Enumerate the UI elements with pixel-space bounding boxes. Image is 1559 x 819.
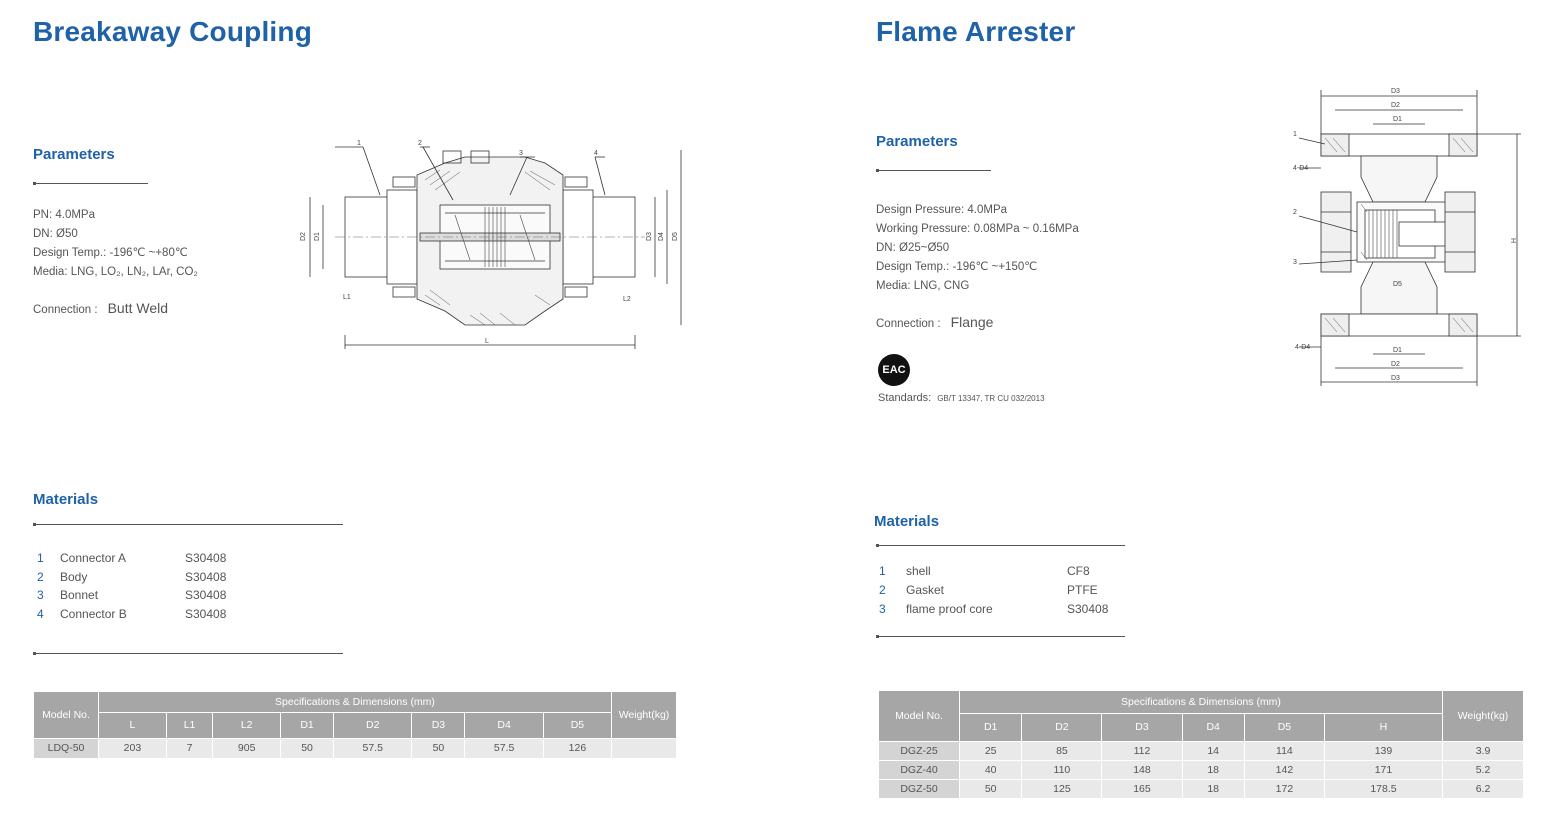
right-materials-heading: Materials bbox=[874, 513, 940, 530]
table-cell bbox=[612, 738, 677, 758]
dim-h: H bbox=[1509, 238, 1516, 244]
material-value: S30408 bbox=[185, 570, 227, 584]
table-cell: 50 bbox=[281, 738, 334, 758]
col-header: D2 bbox=[333, 712, 412, 738]
col-header: D1 bbox=[960, 713, 1022, 741]
table-row bbox=[879, 741, 1523, 760]
dim-d5: D5 bbox=[1393, 281, 1402, 288]
table-cell: 142 bbox=[1244, 760, 1324, 779]
right-parameters-divider bbox=[876, 170, 991, 171]
weight-header: Weight(kg) bbox=[1443, 691, 1524, 741]
col-header: D4 bbox=[1182, 713, 1244, 741]
left-parameters-list bbox=[33, 206, 198, 282]
table-cell: 18 bbox=[1182, 779, 1244, 798]
right-parameters-list bbox=[876, 201, 1079, 296]
table-cell: 40 bbox=[960, 760, 1022, 779]
table-cell: 18 bbox=[1182, 760, 1244, 779]
dim-4-d4-top: 4-D4 bbox=[1293, 165, 1309, 172]
col-header: H bbox=[1324, 713, 1442, 741]
table-cell: 203 bbox=[99, 738, 167, 758]
table-cell: 57.5 bbox=[333, 738, 412, 758]
col-header: L2 bbox=[213, 712, 281, 738]
left-material-row bbox=[37, 570, 337, 588]
callout-1: 1 bbox=[357, 140, 361, 147]
table-cell: 3.9 bbox=[1443, 741, 1524, 760]
dim-d2-top: D2 bbox=[1391, 102, 1400, 109]
eac-certification-mark: EAC bbox=[878, 354, 910, 386]
table-cell: 6.2 bbox=[1443, 779, 1524, 798]
dim-l2: L2 bbox=[623, 296, 631, 303]
param-dn: DN: Ø25~Ø50 bbox=[876, 242, 950, 254]
standards-value: GB/T 13347, TR CU 032/2013 bbox=[937, 394, 1045, 403]
table-cell: 50 bbox=[960, 779, 1022, 798]
table-cell: DGZ-40 bbox=[879, 760, 960, 779]
material-number: 4 bbox=[37, 607, 44, 621]
table-cell: 14 bbox=[1182, 741, 1244, 760]
spec-header: Specifications & Dimensions (mm) bbox=[99, 692, 612, 712]
right-material-row bbox=[879, 583, 1119, 601]
breakaway-spec-table bbox=[34, 692, 676, 759]
flame-arrester-spec-table bbox=[879, 691, 1523, 799]
material-name: Connector A bbox=[60, 551, 127, 565]
table-cell: LDQ-50 bbox=[34, 738, 99, 758]
right-parameters-heading: Parameters bbox=[876, 133, 958, 150]
left-connection bbox=[33, 300, 168, 318]
dim-d1-top: D1 bbox=[1393, 116, 1402, 123]
dim-l: L bbox=[485, 338, 489, 345]
right-connection bbox=[876, 314, 993, 332]
material-name: Connector B bbox=[60, 607, 127, 621]
col-header: D2 bbox=[1022, 713, 1102, 741]
col-header: D3 bbox=[1102, 713, 1182, 741]
dim-d3-top: D3 bbox=[1391, 88, 1400, 95]
table-cell: DGZ-25 bbox=[879, 741, 960, 760]
left-parameters-heading: Parameters bbox=[33, 146, 115, 163]
standards-line bbox=[878, 392, 1045, 404]
dim-4-d4-bottom: 4-D4 bbox=[1295, 344, 1311, 351]
right-materials-divider-top bbox=[876, 545, 1125, 546]
table-cell: 126 bbox=[543, 738, 611, 758]
param-design-pressure: Design Pressure: 4.0MPa bbox=[876, 204, 1008, 216]
model-header: Model No. bbox=[34, 692, 99, 738]
right-material-row bbox=[879, 564, 1119, 582]
table-cell: 112 bbox=[1102, 741, 1182, 760]
material-value: S30408 bbox=[185, 588, 227, 602]
flame-arrester-drawing bbox=[1285, 82, 1535, 392]
col-header: D3 bbox=[412, 712, 465, 738]
col-header: L bbox=[99, 712, 167, 738]
col-header: D4 bbox=[465, 712, 544, 738]
standards-label: Standards: bbox=[878, 392, 932, 404]
callout-1: 1 bbox=[1293, 131, 1297, 138]
connection-value: Flange bbox=[950, 314, 994, 330]
col-header: L1 bbox=[166, 712, 212, 738]
callout-2: 2 bbox=[418, 140, 422, 147]
table-cell: 905 bbox=[213, 738, 281, 758]
left-material-row bbox=[37, 551, 337, 569]
col-header: D5 bbox=[543, 712, 611, 738]
table-cell: 5.2 bbox=[1443, 760, 1524, 779]
col-header: D1 bbox=[281, 712, 334, 738]
left-material-row bbox=[37, 588, 337, 606]
table-cell: 50 bbox=[412, 738, 465, 758]
param-working-pressure: Working Pressure: 0.08MPa ~ 0.16MPa bbox=[876, 223, 1079, 235]
left-parameters-divider bbox=[33, 183, 148, 184]
param-media: Media: LNG, LO₂, LN₂, LAr, CO₂ bbox=[33, 266, 198, 278]
material-value: S30408 bbox=[185, 607, 227, 621]
material-number: 3 bbox=[879, 602, 886, 616]
breakaway-coupling-title: Breakaway Coupling bbox=[33, 16, 313, 47]
table-cell: 114 bbox=[1244, 741, 1324, 760]
material-name: shell bbox=[906, 564, 931, 578]
left-materials-divider-bottom bbox=[33, 653, 343, 654]
table-cell: 25 bbox=[960, 741, 1022, 760]
table-cell: 57.5 bbox=[465, 738, 544, 758]
material-number: 1 bbox=[37, 551, 44, 565]
param-dn: DN: Ø50 bbox=[33, 228, 78, 240]
connection-label: Connection : bbox=[33, 304, 98, 316]
left-materials-heading: Materials bbox=[33, 491, 99, 508]
material-name: Body bbox=[60, 570, 88, 584]
dim-d3: D3 bbox=[646, 232, 653, 241]
param-media: Media: LNG, CNG bbox=[876, 280, 970, 292]
dim-l1: L1 bbox=[343, 294, 351, 301]
right-material-row bbox=[879, 602, 1119, 620]
dim-d1-bottom: D1 bbox=[1393, 347, 1402, 354]
callout-3: 3 bbox=[1293, 259, 1297, 266]
dim-d2: D2 bbox=[300, 232, 307, 241]
material-name: flame proof core bbox=[906, 602, 993, 616]
param-design-temp: Design Temp.: -196℃ ~+80℃ bbox=[33, 247, 188, 259]
table-row bbox=[34, 738, 676, 758]
flame-arrester-title: Flame Arrester bbox=[876, 16, 1076, 47]
table-row bbox=[879, 779, 1523, 798]
spec-header: Specifications & Dimensions (mm) bbox=[960, 691, 1443, 713]
table-cell: 125 bbox=[1022, 779, 1102, 798]
material-name: Bonnet bbox=[60, 588, 99, 602]
dim-d5: D5 bbox=[672, 232, 679, 241]
model-header: Model No. bbox=[879, 691, 960, 741]
callout-2: 2 bbox=[1293, 209, 1297, 216]
connection-label: Connection : bbox=[876, 318, 941, 330]
material-value: S30408 bbox=[185, 551, 227, 565]
material-value: CF8 bbox=[1067, 564, 1090, 578]
param-design-temp: Design Temp.: -196℃ ~+150℃ bbox=[876, 261, 1038, 273]
breakaway-coupling-drawing bbox=[295, 135, 695, 353]
material-number: 3 bbox=[37, 588, 44, 602]
left-materials-divider-top bbox=[33, 524, 343, 525]
right-materials-divider-bottom bbox=[876, 636, 1125, 637]
table-cell: 172 bbox=[1244, 779, 1324, 798]
material-number: 1 bbox=[879, 564, 886, 578]
left-material-row bbox=[37, 607, 337, 625]
param-pn: PN: 4.0MPa bbox=[33, 209, 95, 221]
table-row bbox=[879, 760, 1523, 779]
material-value: PTFE bbox=[1067, 583, 1098, 597]
callout-3: 3 bbox=[519, 150, 523, 157]
table-cell: 139 bbox=[1324, 741, 1442, 760]
table-cell: 85 bbox=[1022, 741, 1102, 760]
table-cell: 178.5 bbox=[1324, 779, 1442, 798]
material-number: 2 bbox=[879, 583, 886, 597]
dim-d2-bottom: D2 bbox=[1391, 361, 1400, 368]
table-cell: 171 bbox=[1324, 760, 1442, 779]
material-name: Gasket bbox=[906, 583, 945, 597]
dim-d1: D1 bbox=[314, 232, 321, 241]
weight-header: Weight(kg) bbox=[612, 692, 677, 738]
material-number: 2 bbox=[37, 570, 44, 584]
col-header: D5 bbox=[1244, 713, 1324, 741]
dim-d3-bottom: D3 bbox=[1391, 375, 1400, 382]
table-cell: 148 bbox=[1102, 760, 1182, 779]
table-cell: 7 bbox=[166, 738, 212, 758]
table-cell: 110 bbox=[1022, 760, 1102, 779]
dim-d4: D4 bbox=[658, 232, 665, 241]
table-cell: 165 bbox=[1102, 779, 1182, 798]
callout-4: 4 bbox=[594, 150, 598, 157]
material-value: S30408 bbox=[1067, 602, 1109, 616]
table-cell: DGZ-50 bbox=[879, 779, 960, 798]
connection-value: Butt Weld bbox=[107, 300, 169, 316]
